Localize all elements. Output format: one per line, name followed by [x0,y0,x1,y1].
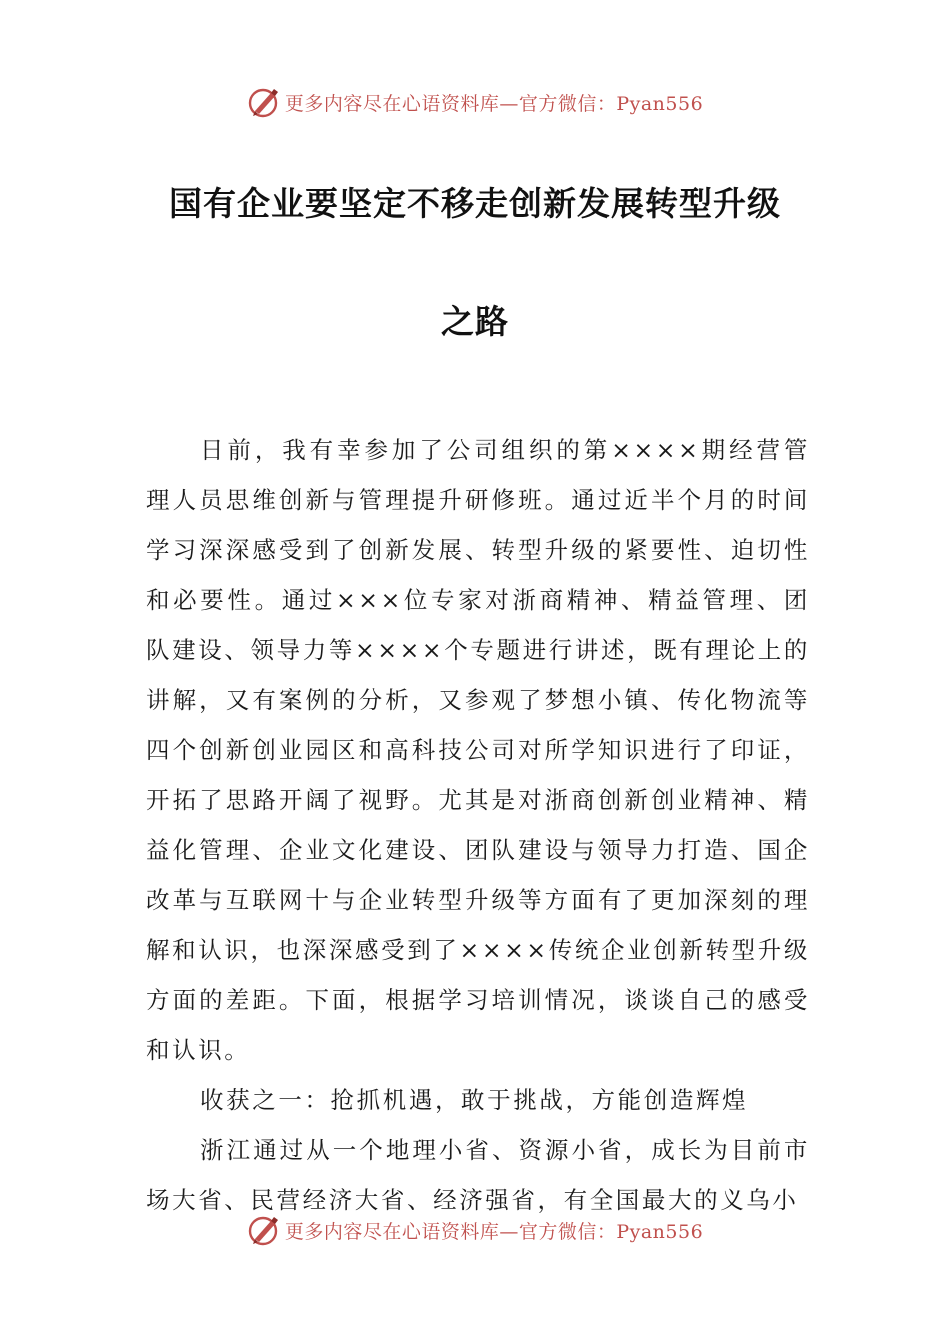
watermark-banner-top [0,82,950,122]
document-body [146,425,810,1225]
pen-circle-logo-icon [247,1213,281,1247]
body-paragraph-zhejiang: 浙江通过从一个地理小省、资源小省，成长为目前市场大省、民营经济大省、经济强省，有全国最大的义乌小 [146,1136,810,1214]
pen-circle-logo-icon [247,85,281,119]
section-heading-gain-1: 收获之一：抢抓机遇，敢于挑战，方能创造辉煌 [200,1086,749,1114]
document-title-line-1: 国有企业要坚定不移走创新发展转型升级 [169,184,781,223]
document-title-line-2: 之路 [441,302,509,341]
watermark-text: 更多内容尽在心语资料库—官方微信：Pyan556 [284,92,704,115]
watermark-banner-bottom [0,1210,950,1250]
watermark-text: 更多内容尽在心语资料库—官方微信：Pyan556 [284,1220,704,1243]
body-paragraph-intro: 日前，我有幸参加了公司组织的第××××期经营管理人员思维创新与管理提升研修班。通过近半个月的时间学习深深感受到了创新发展、转型升级的紧要性、迫切性和必要性。通过×××位专家对浙商精神、精益管理、团队建设、领导力等××××个专题进行讲述，既有理论上的讲解，又有案例的分析，又参观了梦想小镇、传化物流等四个创新创业园区和高科技公司对所学知识进行了印证，开拓了思路开阔了视野。尤其是对浙商创新创业精神、精益化管理、企业文化建设、团队建设与领导力打造、国企改革与互联网十与企业转型升级等方面有了更加深刻的理解和认识，也深深感受到了××××传统企业创新转型升级方面的差距。下面，根据学习培训情况，谈谈自己的感受和认识。 [146,436,810,1064]
